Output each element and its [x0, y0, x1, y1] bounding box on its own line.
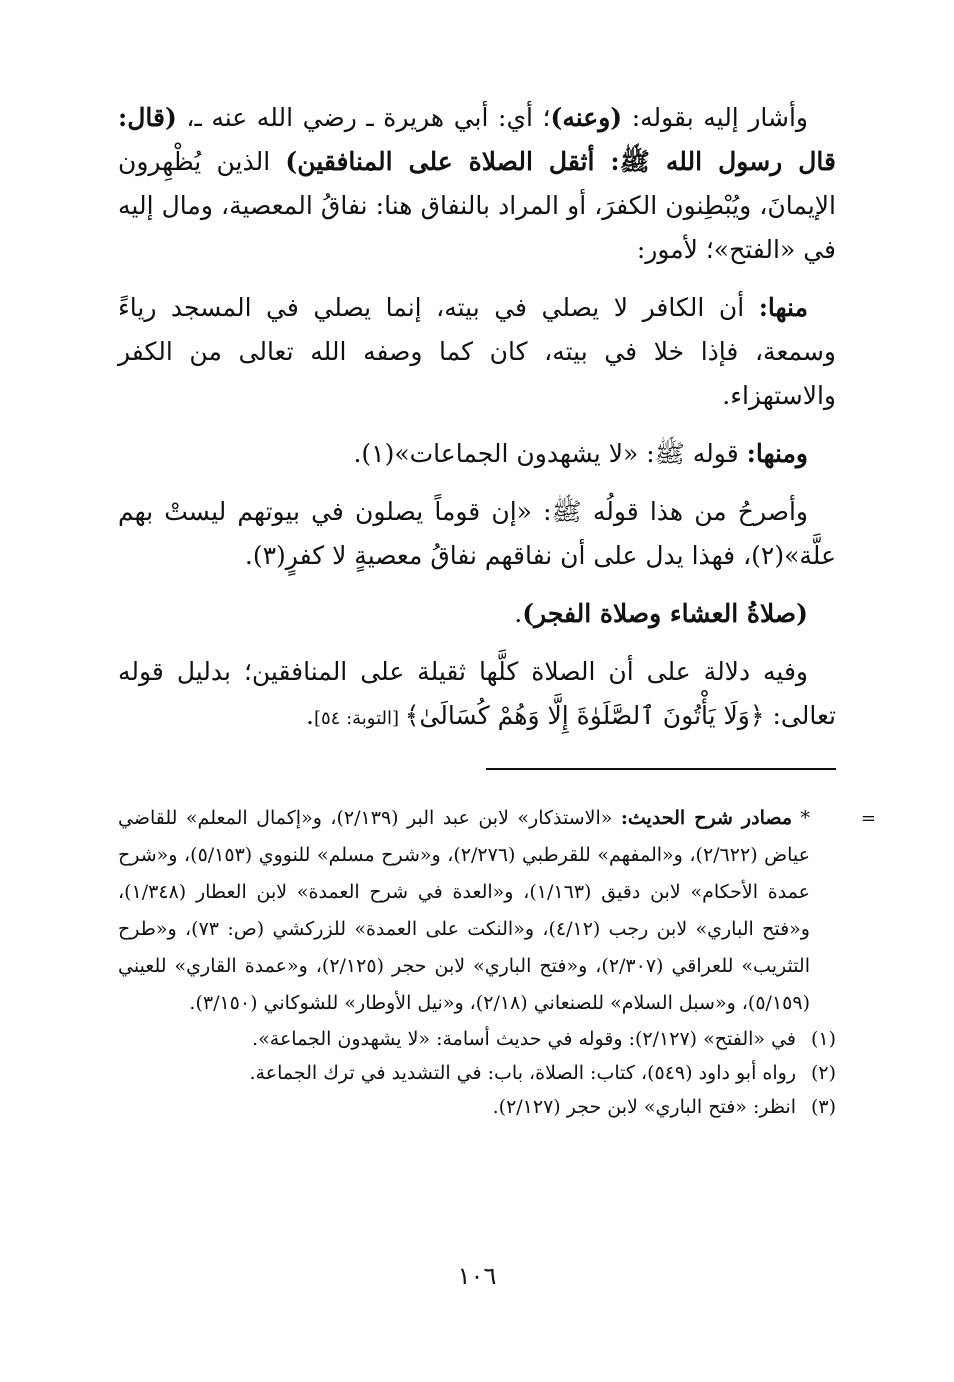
text-span: قوله ﷺ: «لا يشهدون الجماعات»(١).: [353, 439, 747, 468]
footnote-number: (٢): [810, 1062, 836, 1084]
footnote-text: انظر: «فتح الباري» لابن حجر (٢/١٢٧).: [492, 1096, 796, 1118]
footnote-text: رواه أبو داود (٥٤٩)، كتاب: الصلاة، باب: في التشديد في ترك الجماعة.: [249, 1062, 796, 1084]
bold-heading-span: (صلاةُ العشاء وصلاة الفجر): [522, 599, 808, 628]
paragraph-3: [118, 432, 836, 476]
bold-span: ومنها:: [746, 439, 808, 468]
hadith-sources-note: [118, 800, 876, 1022]
sources-label: مصادر شرح الحديث:: [620, 807, 793, 829]
verse-reference: [التوبة: ٥٤]: [313, 708, 405, 729]
bold-span: منها:: [758, 293, 808, 322]
footnote-3: [118, 1090, 836, 1124]
footnote-number: (٣): [810, 1096, 836, 1118]
star-marker: *: [792, 807, 810, 829]
main-text: [118, 96, 836, 755]
text-span: وأصرحُ من هذا قولُه ﷺ: «إن قوماً يصلون في بيوتهم ليستْ بهم علَّة»(٢)، فهذا يدل على أن نفاقهم نفاقُ معصيةٍ لا كفرٍ(٣).: [118, 497, 836, 570]
footnote-1: [118, 1022, 836, 1056]
paragraph-5: [118, 592, 836, 636]
footnote-number: (١): [810, 1028, 836, 1050]
footnote-text: في «الفتح» (٢/١٢٧): وقوله في حديث أسامة: «لا يشهدون الجماعة».: [252, 1028, 796, 1050]
continuation-mark: =: [860, 808, 876, 829]
bold-span: (وعنه): [550, 103, 623, 132]
text-span: الذين يُظْهِرون الإيمانَ، ويُبْطِنون الكفرَ، أو المراد بالنفاق هنا: نفاقُ المعصية، ومال إليه في «الفتح»؛ لأمور:: [118, 147, 836, 264]
text-span: .: [514, 599, 523, 628]
text-span: أن الكافر لا يصلي في بيته، إنما يصلي في المسجد رياءً وسمعة، فإذا خلا في بيته، كان كما وصفه الله تعالى من الكفر والاستهزاء.: [118, 293, 836, 410]
bold-hadith-span: (قال: قال رسول الله ﷺ: أثقل الصلاة على المنافقين): [118, 103, 836, 176]
quran-verse: ﴿وَلَا يَأْتُونَ ٱلصَّلَوٰةَ إِلَّا وَهُمْ كُسَالَىٰ﴾: [404, 701, 765, 730]
text-span: وفيه دلالة على أن الصلاة كلَّها ثقيلة على المنافقين؛ بدليل قوله تعالى:: [118, 657, 836, 730]
paragraph-1: [118, 96, 836, 272]
paragraph-6: [118, 650, 836, 741]
footnote-divider: [486, 768, 836, 770]
paragraph-2: [118, 286, 836, 418]
footnotes: [118, 800, 876, 1124]
text-span: ؛ أي: أبي هريرة ـ رضي الله عنه ـ،: [176, 103, 551, 132]
text-span: .: [306, 701, 314, 730]
footnote-2: [118, 1056, 836, 1090]
paragraph-4: [118, 490, 836, 578]
text-span: وأشار إليه بقوله:: [622, 103, 808, 132]
sources-text: «الاستذكار» لابن عبد البر (٢/١٣٩)، و«إكمال المعلم» للقاضي عياض (٢/٦٢٢)، و«المفهم» للقرطبي (٢/٢٧٦)، و«شرح مسلم» للنووي (٥/١٥٣)، و«شرح عمدة الأحكام» لابن دقيق (١/١٦٣)، و«العدة في شرح العمدة» لابن العطار (١/٣٤٨)، و«فتح الباري» لابن رجب (٤/١٢)، و«النكت على العمدة» للزركشي (ص: ٧٣)، و«طرح التثريب» للعراقي (٢/٣٠٧)، و«فتح الباري» لابن حجر (٢/١٢٥)، و«عمدة القاري» للعيني (٥/١٥٩)، و«سبل السلام» للصنعاني (٢/١٨)، و«نيل الأوطار» للشوكاني (٣/١٥٠).: [118, 807, 810, 1014]
page-number: ١٠٦: [457, 1262, 497, 1290]
